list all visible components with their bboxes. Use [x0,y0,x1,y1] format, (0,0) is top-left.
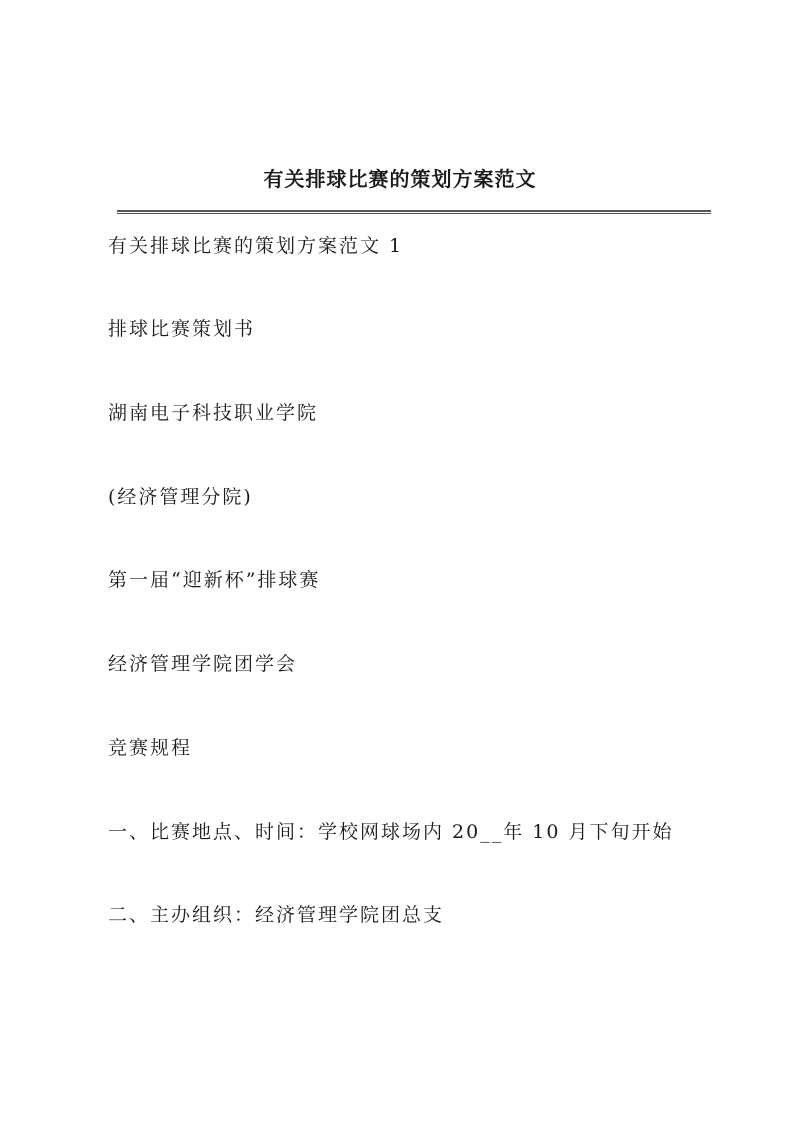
paragraph-school: 湖南电子科技职业学院 [108,402,319,424]
paragraph-plan-title: 排球比赛策划书 [108,318,256,340]
paragraph-host: 二、主办组织：经济管理学院团总支 [108,904,445,926]
paragraph-organizer: 经济管理学院团学会 [108,653,298,675]
document-title: 有关排球比赛的策划方案范文 [263,167,537,191]
paragraph-venue-time: 一、比赛地点、时间：学校网球场内 20__年 10 月下旬开始 [108,821,674,843]
title-divider [117,210,711,214]
paragraph-heading: 有关排球比赛的策划方案范文 1 [108,235,404,257]
paragraph-event-name: 第一届“迎新杯”排球赛 [108,569,321,591]
paragraph-department: (经济管理分院) [108,486,253,508]
paragraph-rules-heading: 竞赛规程 [108,737,193,759]
